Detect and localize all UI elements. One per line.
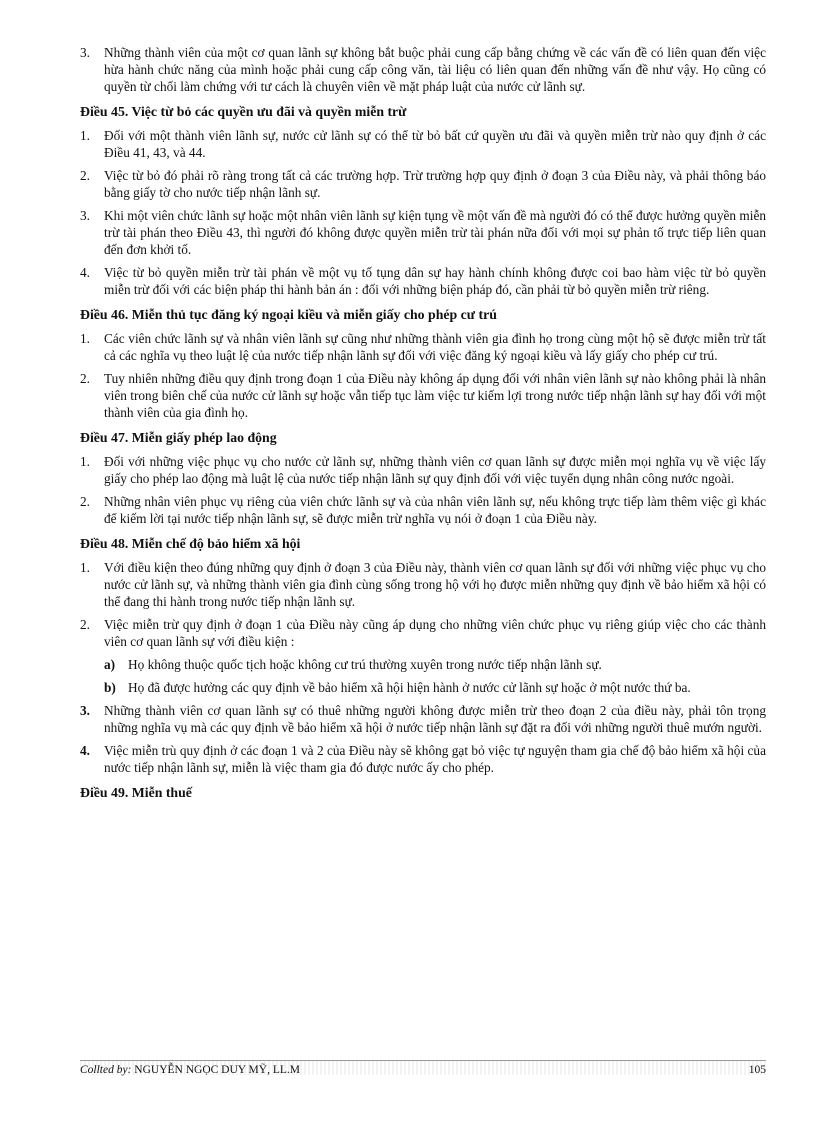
sub-item xyxy=(104,656,766,673)
article-47-heading: Điều 47. Miễn giấy phép lao động xyxy=(80,430,277,445)
item-text: Tuy nhiên những điều quy định trong đoạn 1 của Điều này không áp dụng đối với nhân viên lãnh sự nào không phải là nhân viên trong biên chế của nước cử lãnh sự hoặc vẫn tiếp tục làm việc tư kiếm lợi trong nước tiếp nhận lãnh sự hay đối với một thành viên của gia đình họ. xyxy=(104,371,766,420)
item-text: Những thành viên cơ quan lãnh sự có thuê những người không được miễn trừ theo đoạn 2 của điều này, phải tôn trọng những nghĩa vụ mà các quy định về bảo hiểm xã hội ở nước tiếp nhận lãnh sự đặt ra đối với những người thuê mướn người. xyxy=(104,703,766,735)
list-item xyxy=(80,453,766,487)
item-text: Với điều kiện theo đúng những quy định ở đoạn 3 của Điều này, thành viên cơ quan lãnh sự đối với những việc phục vụ cho nước cử lãnh sự, và những thành viên gia đình cùng sống trong hộ với họ được miễn những quy định về bảo hiểm xã hội có thể đang thi hành trong nước tiếp nhận lãnh sự. xyxy=(104,560,766,609)
list-item xyxy=(80,702,766,736)
item-number: 3. xyxy=(80,703,90,718)
page-number: 105 xyxy=(748,1064,766,1076)
item-text: Đối với một thành viên lãnh sự, nước cử lãnh sự có thể từ bỏ bất cứ quyền ưu đãi và quyền miễn trừ nào quy định ở các Điều 41, 43, và 44. xyxy=(104,128,766,160)
list-item xyxy=(80,370,766,421)
item-number: 3. xyxy=(80,45,90,60)
item-text: Việc từ bỏ đó phải rõ ràng trong tất cả các trường hợp. Trừ trường hợp quy định ở đoạn 3 của Điều này, và phải thông báo bằng giấy tờ cho nước tiếp nhận lãnh sự. xyxy=(104,168,766,200)
item-number: 2. xyxy=(80,494,90,509)
item-number: 4. xyxy=(80,265,90,280)
item-text: Việc từ bỏ quyền miễn trừ tài phán về một vụ tố tụng dân sự hay hành chính không được coi bao hàm việc từ bỏ quyền miễn trừ đối với các biện pháp thi hành bản án : đối với những biện pháp đó, cần phải từ bỏ quyền miễn trừ riêng. xyxy=(104,265,766,297)
item-number: 4. xyxy=(80,743,90,758)
item-number: 1. xyxy=(80,560,90,575)
article-49-heading: Điều 49. Miễn thuế xyxy=(80,785,192,800)
list-item xyxy=(80,167,766,201)
list-item xyxy=(80,330,766,364)
list-item xyxy=(80,264,766,298)
document-page xyxy=(80,44,766,808)
list-item xyxy=(80,127,766,161)
footer-label: Collted by: xyxy=(80,1064,132,1076)
item-text: Các viên chức lãnh sự và nhân viên lãnh sự cũng như những thành viên gia đình họ trong cùng một hộ sẽ được miễn trừ tất cả các nghĩa vụ theo luật lệ của nước tiếp nhận lãnh sự đối với việc đăng ký ngoại kiều và lấy giấy cho phép cư trú. xyxy=(104,331,766,363)
list-item xyxy=(80,616,766,650)
item-text: Việc miễn trù quy định ở các đoạn 1 và 2 của Điều này sẽ không gạt bỏ việc tự nguyện tham gia chế độ bảo hiểm xã hội của nước tiếp nhận lãnh sự, miễn là việc tham gia đó được nước ấy cho phép. xyxy=(104,743,766,775)
sub-item-letter: a) xyxy=(104,657,116,672)
item-number: 2. xyxy=(80,371,90,386)
intro-paragraph xyxy=(80,44,766,95)
sub-item-letter: b) xyxy=(104,680,116,695)
item-number: 1. xyxy=(80,454,90,469)
item-text: Những nhân viên phục vụ riêng của viên chức lãnh sự và của nhân viên lãnh sự, nếu không trực tiếp làm thêm việc gì khác để kiếm lời tại nước tiếp nhận lãnh sự, sẽ được miễn trừ nghĩa vụ nói ở đoạn 1 của Điều này. xyxy=(104,494,766,526)
sub-item-text: Họ đã được hưởng các quy định về bảo hiểm xã hội hiện hành ở nước cử lãnh sự hoặc ở một nước thứ ba. xyxy=(128,680,691,695)
item-text: Khi một viên chức lãnh sự hoặc một nhân viên lãnh sự kiện tụng về một vấn đề mà người đó có thể được hưởng quyền miễn trừ tài phán theo Điều 43, thì người đó không được quyền miễn trừ tài phán nữa đối với mọi sự phản tố trực tiếp liên quan đến đơn khởi tố. xyxy=(104,208,766,257)
item-number: 2. xyxy=(80,168,90,183)
sub-item-text: Họ không thuộc quốc tịch hoặc không cư trú thường xuyên trong nước tiếp nhận lãnh sự. xyxy=(128,657,602,672)
item-number: 1. xyxy=(80,128,90,143)
item-number: 1. xyxy=(80,331,90,346)
article-46-heading: Điều 46. Miễn thủ tục đăng ký ngoại kiều và miễn giấy cho phép cư trú xyxy=(80,307,497,322)
item-number: 3. xyxy=(80,208,90,223)
item-text: Việc miễn trừ quy định ở đoạn 1 của Điều này cũng áp dụng cho những viên chức phục vụ riêng giúp việc cho các thành viên cơ quan lãnh sự với điều kiện : xyxy=(104,617,766,649)
list-item xyxy=(80,742,766,776)
footer-credit xyxy=(80,1062,300,1078)
item-text: Những thành viên của một cơ quan lãnh sự không bắt buộc phải cung cấp bằng chứng về các vấn đề có liên quan đến việc hừa hành chức năng của mình hoặc phải cung cấp công văn, tài liệu có liên quan đến những vấn đề như vậy. Họ cũng có quyền từ chối làm chứng với tư cách là chuyên viên về mặt pháp luật của nước cử lãnh sự. xyxy=(104,45,766,94)
article-48-heading: Điều 48. Miễn chế độ bảo hiểm xã hội xyxy=(80,536,301,551)
list-item xyxy=(80,493,766,527)
item-number: 2. xyxy=(80,617,90,632)
list-item xyxy=(80,559,766,610)
list-item xyxy=(80,207,766,258)
sub-item xyxy=(104,679,766,696)
footer-author: NGUYỄN NGỌC DUY MỸ, LL.M xyxy=(134,1064,300,1076)
item-text: Đối với những việc phục vụ cho nước cử lãnh sự, những thành viên cơ quan lãnh sự được miễn mọi nghĩa vụ về việc lấy giấy cho phép lao động mà luật lệ của nước tiếp nhận lãnh sự quy định đối với việc tuyển dụng nhân công nước ngoài. xyxy=(104,454,766,486)
article-45-heading: Điều 45. Việc từ bỏ các quyền ưu đãi và quyền miễn trừ xyxy=(80,104,407,119)
page-footer xyxy=(80,1060,766,1075)
